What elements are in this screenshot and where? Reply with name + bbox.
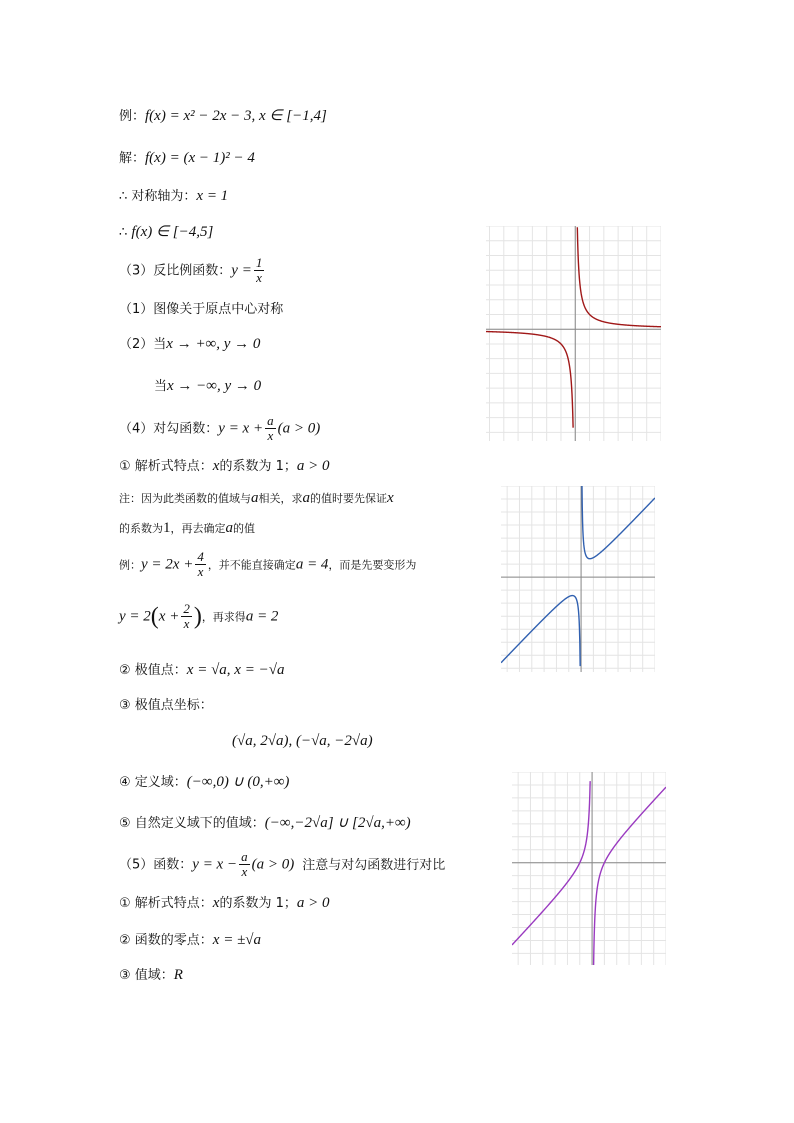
solution-line [119,148,255,169]
example-line [119,106,327,127]
hook-formula-pre: y = x + [218,420,264,437]
limit-neg-line [154,376,261,397]
extreme-coords-heading: ③ 极值点坐标： [119,698,213,713]
note-example-line: 例：y = 2x + $\frac{4}{x}$ ，并不能直接确定a = 4，而是先要变形为 [119,549,417,579]
value-range-line: ⑤ 自然定义域下的值域：(−∞,−2√a] ∪ [2√a,+∞) [119,815,411,831]
transform-fraction: $\frac{2}{x}$ [183,601,190,631]
note-example-fraction: $\frac{4}{x}$ [197,549,204,579]
inverse-formula-pre: y = [231,262,252,279]
solution-formula: f(x) = (x − 1)² − 4 [145,150,255,166]
axis-label: ∴ 对称轴为： [119,189,197,204]
domain-line: ④ 定义域：(−∞,0) ∪ (0,+∞) [119,774,290,790]
hook-heading [119,414,320,443]
curve-branch-1 [486,332,573,428]
limit-pos-formula: x → +∞, y → 0 [166,336,261,352]
inverse-function-graph [486,226,661,441]
func5-graph [512,772,666,965]
example-formula: f(x) = x² − 2x − 3, x ∈ [−1,4] [145,108,327,124]
func5-feature-line: ① 解析式特点：x的系数为 1；a > 0 [119,895,330,911]
limit-pos-line [119,334,260,355]
hook-function-graph [501,486,655,672]
hook-label: （4）对勾函数： [119,421,219,437]
func5-range-line: ③ 值域：R [119,967,183,983]
inverse-label: （3）反比例函数： [119,263,232,279]
solution-label: 解： [119,151,146,166]
extreme-coords-line: (√a, 2√a), (−√a, −2√a) [232,733,373,749]
range-line [119,222,213,243]
func5-heading: （5）函数：y = x − $\frac{a}{x}$ (a > 0) 注意与对勾函数进行对比 [119,849,446,879]
range-label: ∴ [119,225,132,240]
hook-fraction: $\frac{a}{x}$ [267,413,274,443]
hook-feature-line: ① 解析式特点：x的系数为 1；a > 0 [119,458,330,474]
example-label: 例： [119,109,146,124]
inverse-fraction: $\frac{1}{x}$ [255,255,263,285]
transform-line: y = 2(x + $\frac{2}{x}$ )，再求得a = 2 [119,601,279,631]
hook-feature-label: ① 解析式特点： [119,459,213,474]
zeros-line: ② 函数的零点：x = ±√a [119,932,262,948]
inverse-function-plot [486,226,661,441]
inverse-heading [119,256,266,285]
symmetry-line: （1）图像关于原点中心对称 [119,302,284,317]
hook-function-plot [501,486,655,672]
func5-fraction: $\frac{a}{x}$ [241,849,248,879]
range-formula: f(x) ∈ [−4,5] [131,224,214,240]
axis-line [119,186,228,207]
limit-neg-formula: x → −∞, y → 0 [167,378,262,394]
func5-plot [512,772,666,965]
limit-neg-label: 当 [154,379,168,394]
extreme-points-line: ② 极值点：x = √a, x = −√a [119,662,285,678]
note-line-2: 的系数为1，再去确定a的值 [119,520,255,536]
axis-formula: x = 1 [196,188,229,204]
limit-pos-label: （2）当 [119,337,167,352]
hook-condition: (a > 0) [277,420,321,437]
note-line-1: 注：因为此类函数的值域与a相关，求a的值时要先保证x [119,490,394,506]
